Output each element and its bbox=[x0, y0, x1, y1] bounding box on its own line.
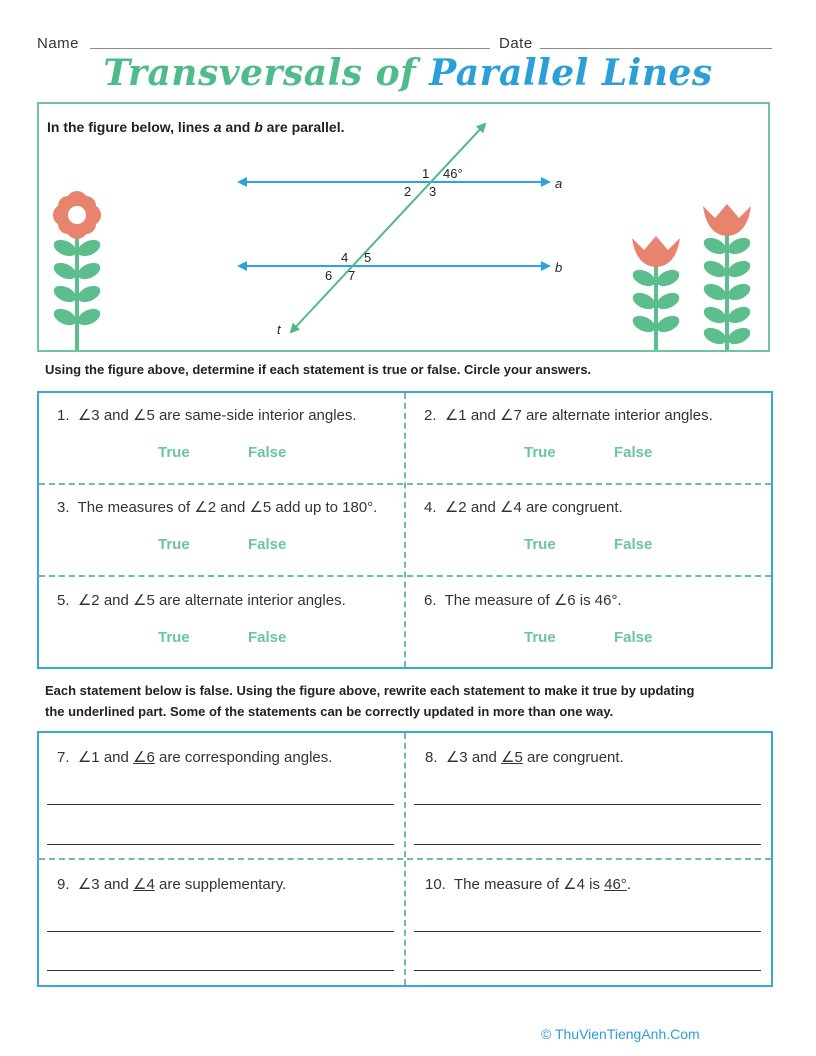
q5-false-option[interactable]: False bbox=[248, 629, 287, 646]
part1-instruction: Using the figure above, determine if each statement is true or false. Circle your answers. bbox=[45, 362, 592, 377]
footer-credit[interactable]: © ThuVienTiengAnh.Com bbox=[541, 1026, 700, 1042]
question-6: 6. The measure of ∠6 is 46°. bbox=[424, 592, 622, 609]
date-line[interactable] bbox=[540, 48, 772, 49]
angle-4-label: 4 bbox=[341, 250, 349, 265]
question-9: 9. ∠3 and ∠4 are supplementary. bbox=[57, 876, 287, 893]
question-4: 4. ∠2 and ∠4 are congruent. bbox=[424, 499, 623, 516]
line-t-label: t bbox=[277, 322, 281, 337]
q4-true-option[interactable]: True bbox=[524, 536, 556, 553]
transversal-t bbox=[291, 124, 485, 332]
title-part1: Transversals of bbox=[103, 52, 417, 94]
grid-divider-row1 bbox=[39, 483, 771, 485]
name-label: Name bbox=[37, 35, 80, 52]
angle-7-label: 7 bbox=[348, 268, 356, 283]
q8-answer-line-2[interactable] bbox=[414, 844, 761, 845]
q3-true-option[interactable]: True bbox=[158, 536, 190, 553]
rewrite-divider-horizontal bbox=[39, 858, 771, 860]
page-title bbox=[0, 52, 816, 94]
question-3: 3. The measures of ∠2 and ∠5 add up to 180°. bbox=[57, 499, 378, 516]
name-line[interactable] bbox=[90, 48, 490, 49]
line-b-label: b bbox=[555, 260, 563, 275]
angle-6-label: 6 bbox=[325, 268, 333, 283]
question-1: 1. ∠3 and ∠5 are same-side interior angles. bbox=[57, 407, 357, 424]
q9-answer-line-1[interactable] bbox=[47, 931, 394, 932]
q1-true-option[interactable]: True bbox=[158, 444, 190, 461]
angle-2-label: 2 bbox=[404, 184, 412, 199]
q9-answer-line-2[interactable] bbox=[47, 970, 394, 971]
q2-true-option[interactable]: True bbox=[524, 444, 556, 461]
q10-answer-line-2[interactable] bbox=[414, 970, 761, 971]
question-5: 5. ∠2 and ∠5 are alternate interior angles. bbox=[57, 592, 346, 609]
line-a-label: a bbox=[555, 176, 563, 191]
q4-false-option[interactable]: False bbox=[614, 536, 653, 553]
q8-answer-line-1[interactable] bbox=[414, 804, 761, 805]
grid-divider-row2 bbox=[39, 575, 771, 577]
part2-instruction: Each statement below is false. Using the figure above, rewrite each statement to make it true by updating the underlined part. Some of the statements can be correctly updated in more than one way. bbox=[45, 683, 695, 719]
angle-3-label: 3 bbox=[429, 184, 437, 199]
right-flower-2-illustration bbox=[701, 204, 753, 350]
right-flower-1-illustration bbox=[630, 236, 682, 350]
question-7: 7. ∠1 and ∠6 are corresponding angles. bbox=[57, 749, 333, 766]
q10-answer-line-1[interactable] bbox=[414, 931, 761, 932]
q1-false-option[interactable]: False bbox=[248, 444, 287, 461]
grid-divider-vertical bbox=[404, 393, 406, 667]
q3-false-option[interactable]: False bbox=[248, 536, 287, 553]
question-2: 2. ∠1 and ∠7 are alternate interior angles. bbox=[424, 407, 713, 424]
date-label: Date bbox=[499, 35, 533, 52]
q5-true-option[interactable]: True bbox=[158, 629, 190, 646]
angle-5-label: 5 bbox=[364, 250, 372, 265]
left-flower-illustration bbox=[51, 191, 103, 350]
title-part2: Parallel Lines bbox=[429, 52, 713, 94]
figure-box bbox=[37, 102, 770, 352]
q7-answer-line-2[interactable] bbox=[47, 844, 394, 845]
q2-false-option[interactable]: False bbox=[614, 444, 653, 461]
question-8: 8. ∠3 and ∠5 are congruent. bbox=[425, 749, 624, 766]
parallel-lines-figure bbox=[39, 104, 768, 350]
q6-true-option[interactable]: True bbox=[524, 629, 556, 646]
question-10: 10. The measure of ∠4 is 46°. bbox=[425, 876, 631, 893]
q7-answer-line-1[interactable] bbox=[47, 804, 394, 805]
angle-1-label: 1 bbox=[422, 166, 430, 181]
angle-46-label: 46° bbox=[443, 166, 463, 181]
q6-false-option[interactable]: False bbox=[614, 629, 653, 646]
figure-intro: In the figure below, lines a and b are parallel. bbox=[47, 119, 345, 135]
